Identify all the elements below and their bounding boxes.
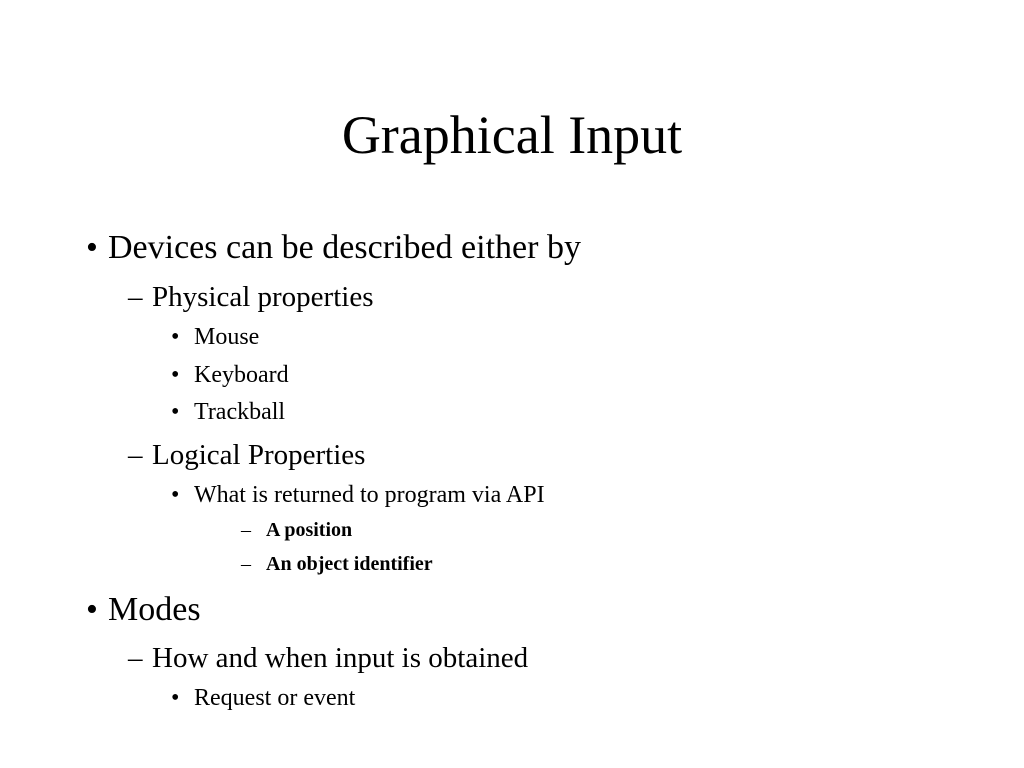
bullet-marker: • bbox=[86, 591, 98, 628]
item-text: What is returned to program via API bbox=[194, 482, 545, 508]
dash-marker: – bbox=[128, 439, 143, 471]
detail-text: A position bbox=[266, 519, 353, 541]
bullet-marker: • bbox=[171, 362, 180, 388]
item-text: Keyboard bbox=[194, 362, 289, 388]
bullet-text: Devices can be described either by bbox=[108, 229, 581, 266]
sub-bullet-text: How and when input is obtained bbox=[152, 642, 529, 674]
bullet-marker: • bbox=[171, 324, 180, 350]
item-text: Mouse bbox=[194, 324, 260, 350]
bullet-marker: • bbox=[171, 482, 180, 508]
slide-title: Graphical Input bbox=[341, 105, 683, 165]
item-text: Trackball bbox=[194, 399, 286, 425]
dash-marker: – bbox=[128, 642, 143, 674]
sub-bullet-text: Logical Properties bbox=[152, 439, 366, 471]
bullet-marker: • bbox=[86, 229, 98, 266]
dash-marker: – bbox=[241, 553, 251, 575]
bullet-marker: • bbox=[171, 685, 180, 711]
dash-marker: – bbox=[241, 519, 251, 541]
item-text: Request or event bbox=[194, 685, 356, 711]
dash-marker: – bbox=[128, 281, 143, 313]
detail-text: An object identifier bbox=[266, 553, 433, 575]
bullet-marker: • bbox=[171, 399, 180, 425]
bullet-text: Modes bbox=[108, 591, 201, 628]
sub-bullet-text: Physical properties bbox=[152, 281, 374, 313]
